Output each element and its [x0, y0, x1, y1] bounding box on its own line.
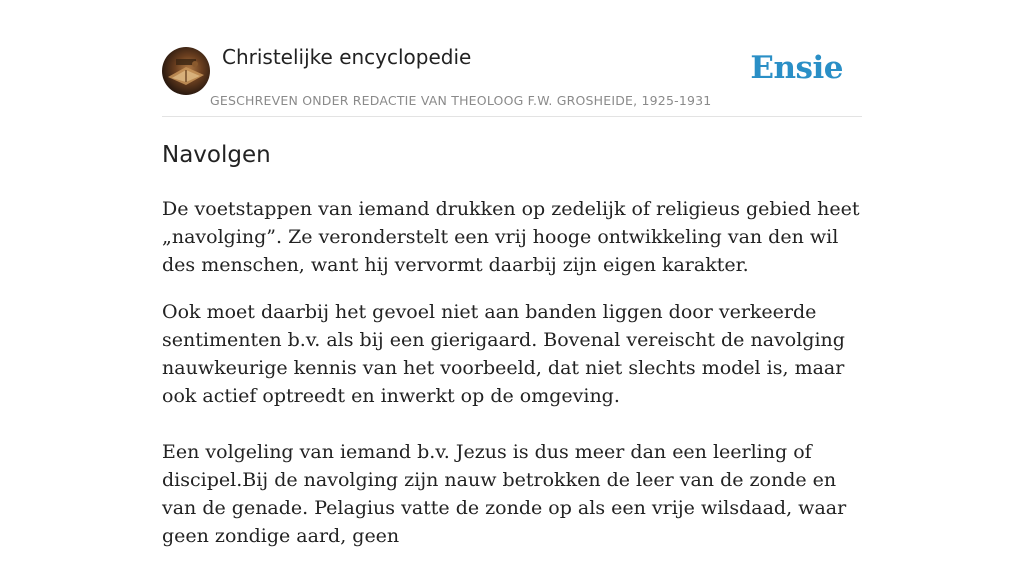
article-paragraph: Ook moet daarbij het gevoel niet aan banden liggen door verkeerde sentimenten b.v. als bij een gierigaard. Bovenal vereischt de navolging nauwkeurige kennis van het voorbeeld, dat niet slechts model is, maar ook actief optreedt en inwerkt op de omgeving. [162, 301, 845, 407]
site-subtitle: GESCHREVEN ONDER REDACTIE VAN THEOLOOG F.W. GROSHEIDE, 1925-1931 [210, 93, 712, 108]
site-header [162, 44, 862, 117]
site-title[interactable]: Christelijke encyclopedie [222, 45, 472, 69]
article-paragraph: Een volgeling van iemand b.v. Jezus is dus meer dan een leerling of discipel.Bij de navolging zijn nauw betrokken de leer van de zonde en van de genade. Pelagius vatte de zonde op als een vrije wilsdaad, waar geen zondige aard, geen [162, 441, 847, 547]
article-title: Navolgen [162, 142, 271, 168]
encyclopedia-avatar-icon[interactable] [162, 47, 210, 95]
article-paragraph: De voetstappen van iemand drukken op zedelijk of religieus gebied heet „navolging”. Ze veronderstelt een vrij hooge ontwikkeling van den wil des menschen, want hij vervormt daarbij zijn eigen karakter. [162, 198, 860, 276]
article [162, 137, 862, 569]
brand-logo[interactable]: Ensie [750, 50, 843, 86]
